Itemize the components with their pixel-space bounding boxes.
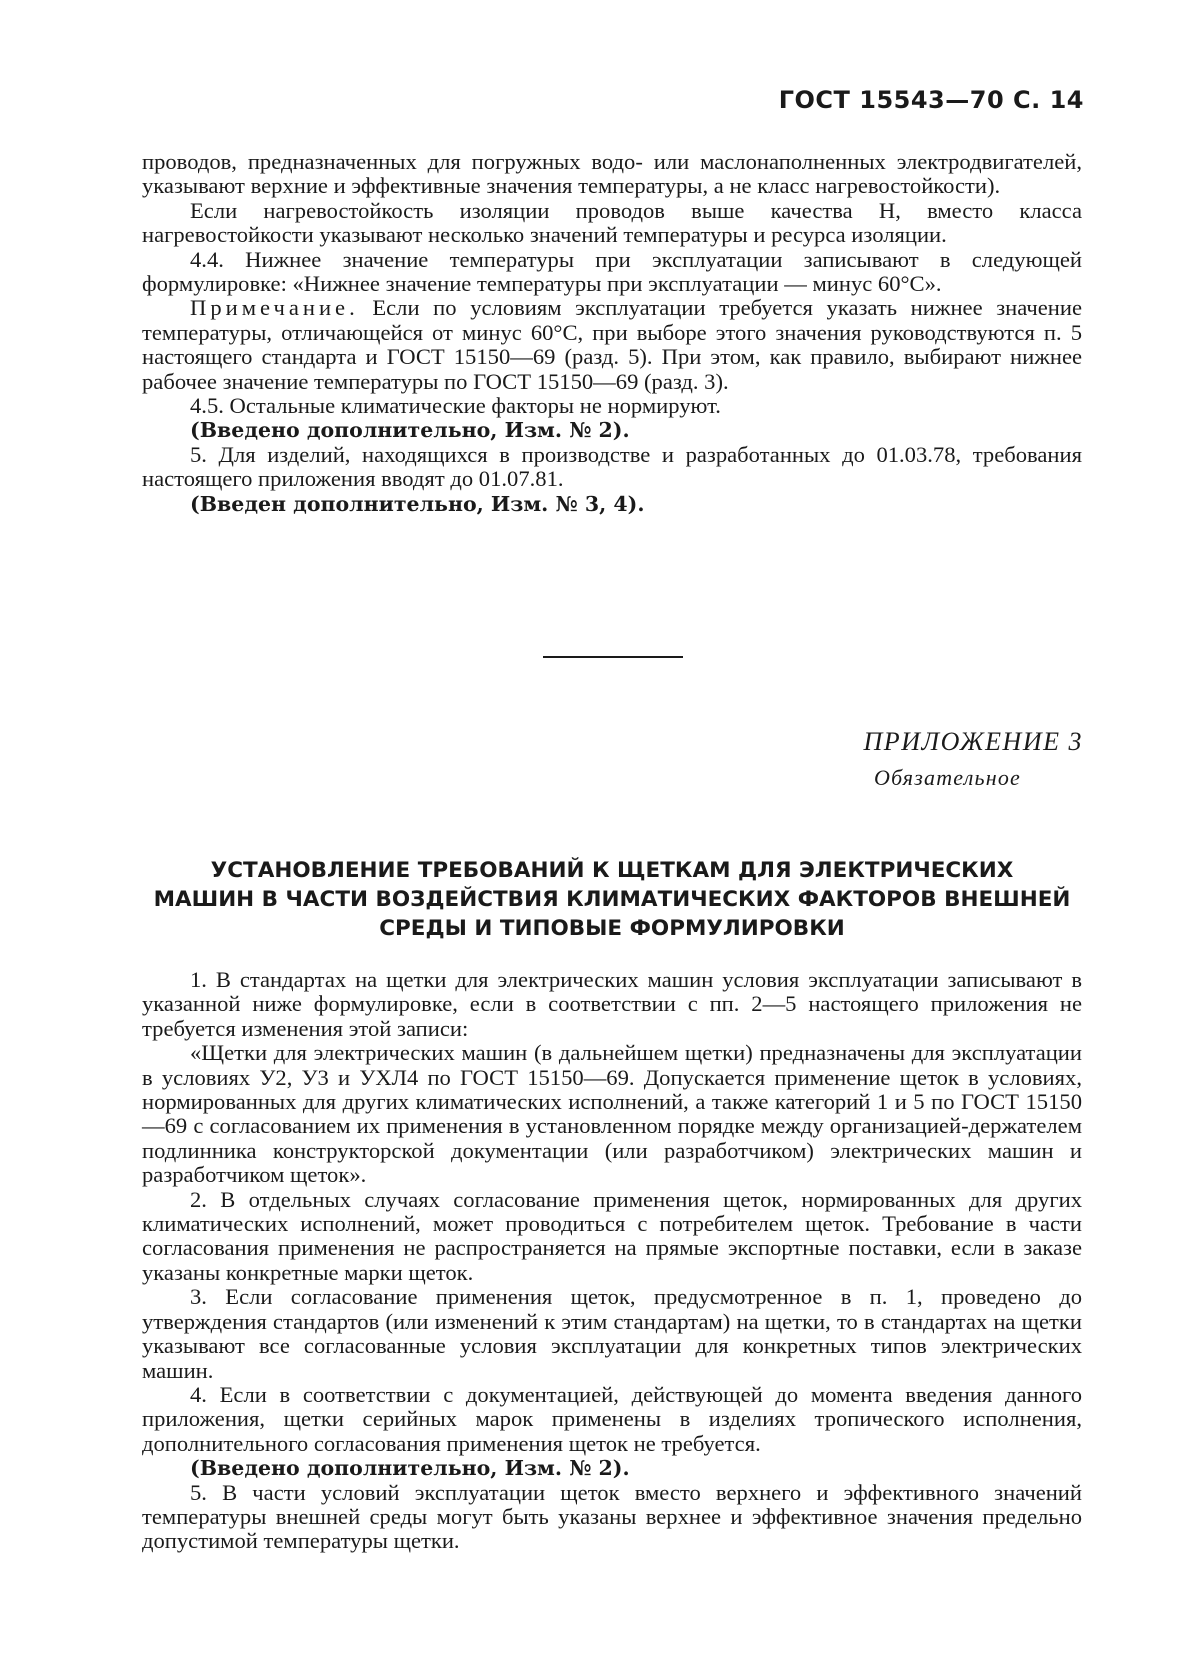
appendix-status: Обязательное (873, 765, 1021, 790)
amendment-note: (Введен дополнительно, Изм. № 3, 4). (190, 491, 645, 516)
appendix-body (142, 968, 1082, 1554)
paragraph-4-4: 4.4. Нижнее значение температуры при эксплуатации записывают в следующей формулировке: «Нижнее значение температуры при эксплуатации — минус 60°С». (142, 246, 1082, 297)
paragraph-insulation: Если нагревостойкость изоляции проводов выше качества Н, вместо класса нагревостойкости указывают несколько значений температуры и ресурса изоляции. (142, 197, 1082, 248)
note-label: Примечание. (190, 295, 359, 321)
appendix-title: ПРИЛОЖЕНИЕ 3 (863, 727, 1083, 756)
paragraph-1: 1. В стандартах на щетки для электрических машин условия эксплуатации записывают в указанной ниже формулировке, если в соответствии с пп. 2—5 настоящего приложения не требуется изменения этой записи: (142, 967, 1082, 1041)
page-header: ГОСТ 15543—70 С. 14 (778, 86, 1084, 114)
paragraph-2: 2. В отдельных случаях согласование применения щеток, нормированных для других климатических исполнений, может проводиться с потребителем щеток. Требование в части согласования применения не распространяется на прямые экспортные поставки, если в заказе указаны конкретные марки щеток. (142, 1186, 1082, 1285)
paragraph-continuation: проводов, предназначенных для погружных водо- или маслонаполненных электродвигателей, указывают верхние и эффективные значения температуры, а не класс нагревостойкости). (142, 149, 1082, 199)
section-heading (142, 856, 1082, 943)
amendment-note: (Введено дополнительно, Изм. № 2). (190, 1456, 630, 1481)
amendment-note: (Введено дополнительно, Изм. № 2). (190, 418, 630, 443)
paragraph-3: 3. Если согласование применения щеток, предусмотренное в п. 1, проведено до утверждения стандартов (или изменений к этим стандартам) на щетки, то в стандартах на щетки указывают все согласованные условия эксплуатации для конкретных типов электрических машин. (142, 1284, 1082, 1383)
section-divider (543, 656, 683, 658)
section-heading-line: МАШИН В ЧАСТИ ВОЗДЕЙСТВИЯ КЛИМАТИЧЕСКИХ ФАКТОРОВ ВНЕШНЕЙ (153, 887, 1071, 912)
paragraph-quote: «Щетки для электрических машин (в дальнейшем щетки) предназначены для эксплуатации в условиях У2, У3 и УХЛ4 по ГОСТ 15150—69. Допускается применение щеток в условиях, нормированных для других климатических исполнений, а также категорий 1 и 5 по ГОСТ 15150—69 с согласованием их применения в установленном порядке между организацией-держателем подлинника конструкторской документации (или разработчиком) электрических машин и разработчиком щеток». (142, 1040, 1082, 1188)
note-paragraph (142, 296, 1082, 394)
paragraph-4: 4. Если в соответствии с документацией, действующей до момента введения данного приложения, щетки серийных марок применены в изделиях тропического исполнения, дополнительного согласования применения щеток не требуется. (142, 1381, 1082, 1456)
paragraph-4-5: 4.5. Остальные климатические факторы не нормируют. (190, 393, 721, 419)
paragraph-5: 5. Для изделий, находящихся в производстве и разработанных до 01.03.78, требования настоящего приложения вводят до 01.07.81. (142, 441, 1082, 492)
section-heading-line: УСТАНОВЛЕНИЕ ТРЕБОВАНИЙ К ЩЕТКАМ ДЛЯ ЭЛЕКТРИЧЕСКИХ (210, 858, 1014, 883)
paragraph-5: 5. В части условий эксплуатации щеток вместо верхнего и эффективного значений температуры внешней среды могут быть указаны верхнее и эффективное значения предельно допустимой температуры щетки. (142, 1479, 1082, 1554)
top-section (142, 150, 1082, 516)
note-text: Если по условиям эксплуатации требуется указать нижнее значение температуры, отличающейся от минус 60°С, при выборе этого значения руководствуются п. 5 настоящего стандарта и ГОСТ 15150—69 (разд. 5). При этом, как правило, выбирают нижнее рабочее значение температуры по ГОСТ 15150—69 (разд. 3). (142, 295, 1082, 394)
section-heading-line: СРЕДЫ И ТИПОВЫЕ ФОРМУЛИРОВКИ (379, 916, 845, 941)
